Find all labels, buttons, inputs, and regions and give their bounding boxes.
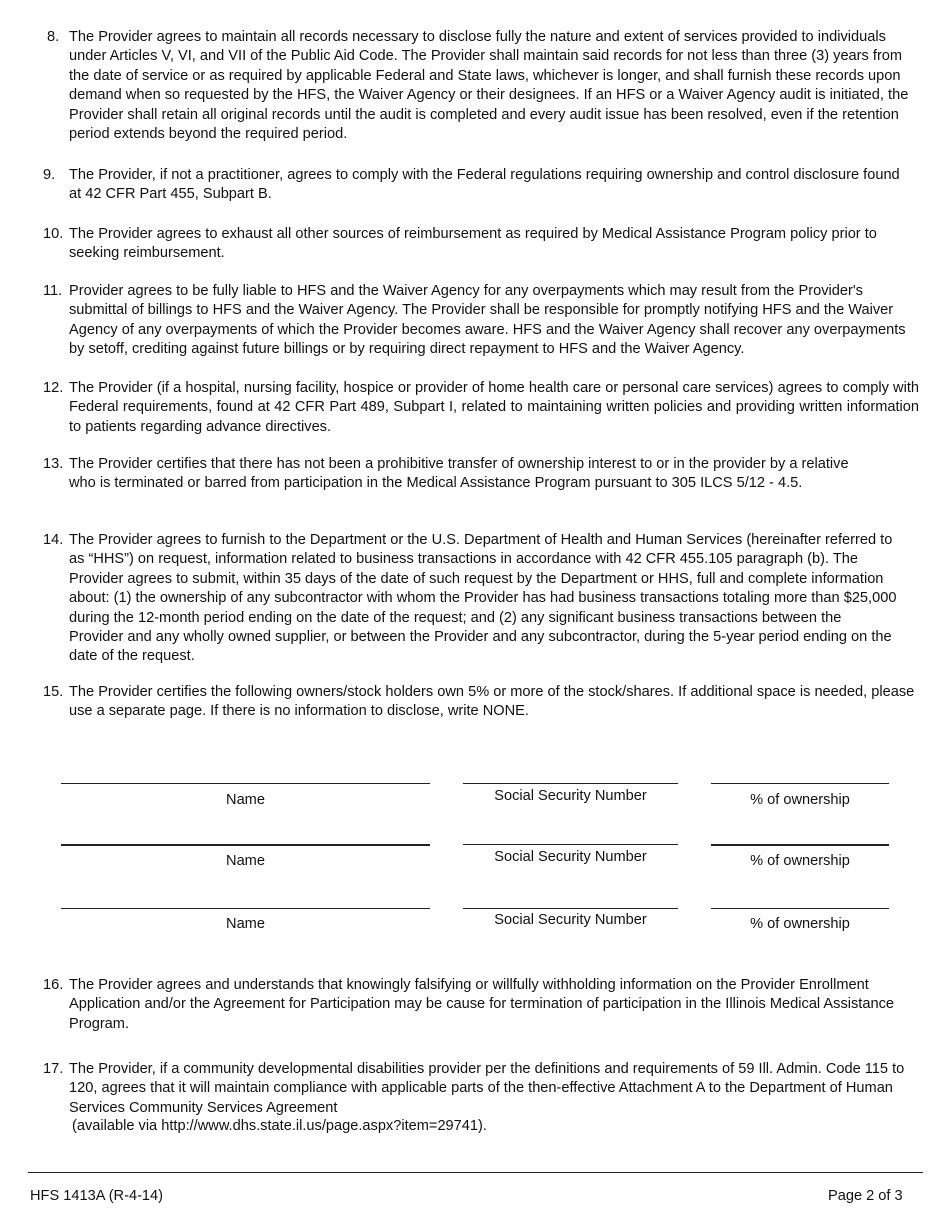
clause-number: 13. — [43, 456, 64, 472]
name-signature-line[interactable] — [61, 908, 430, 909]
clause-number: 12. — [43, 380, 64, 396]
ssn-line[interactable] — [463, 844, 678, 845]
ownership-label: % of ownership — [750, 916, 850, 932]
name-label: Name — [226, 853, 265, 869]
ownership-line[interactable] — [711, 908, 889, 909]
clause-number: 17. — [43, 1061, 64, 1077]
ssn-label: Social Security Number — [494, 849, 647, 865]
clause-text: The Provider agrees and understands that knowingly falsifying or willfully withholding information on the Provider Enrollment Application and/or the Agreement for Participation may be cause for termination of participation in the Illinois Medical Assistance Program. — [69, 977, 894, 1032]
name-signature-line[interactable] — [61, 783, 430, 784]
clause-text: The Provider (if a hospital, nursing facility, hospice or provider of home health care or personal care services) agrees to comply with Federal requirements, found at 42 CFR Part 489, Subpart I, related to maintaining written policies and providing written information to patients regarding advance directives. — [69, 380, 919, 435]
name-signature-line[interactable] — [61, 844, 430, 846]
page-number: Page 2 of 3 — [828, 1188, 903, 1204]
ssn-line[interactable] — [463, 908, 678, 909]
name-label: Name — [226, 916, 265, 932]
clause-number: 11. — [43, 283, 63, 299]
clause-number: 15. — [43, 684, 64, 700]
ownership-label: % of ownership — [750, 853, 850, 869]
clause-number: 14. — [43, 532, 64, 548]
clause-text: The Provider agrees to furnish to the Department or the U.S. Department of Health and Human Services (hereinafter referred to as “HHS”) on request, information related to business transactions in accordance with 42 CFR 455.105 paragraph (b). The Provider agrees to submit, within 35 days of the date of such request by the Department or HHS, full and complete information about: (1) the ownership of any subcontractor with whom the Provider has had business transactions totaling more than $25,000 during the 12-month period ending on the date of the request; and (2) any significant business transactions between the Provider and any wholly owned supplier, or between the Provider and any subcontractor, during the 5-year period ending on the date of the request. — [69, 532, 897, 665]
clause-number: 16. — [43, 977, 64, 993]
clause-text: The Provider, if not a practitioner, agrees to comply with the Federal regulations requiring ownership and control disclosure found at 42 CFR Part 455, Subpart B. — [69, 167, 900, 203]
clause-text: The Provider agrees to maintain all records necessary to disclose fully the nature and extent of services provided to individuals under Articles V, VI, and VII of the Public Aid Code. The Provider shall maintain said records for not less than three (3) years from the date of service or as required by applicable Federal and State laws, whichever is longer, and shall furnish these records upon demand when so requested by the HFS, the Waiver Agency or their designees. If an HFS or a Waiver Agency audit is initiated, the Provider shall retain all original records until the audit is completed and every audit issue has been resolved, even if the retention period extends beyond the required period. — [69, 29, 909, 143]
clause-number: 9. — [43, 167, 56, 183]
ownership-line[interactable] — [711, 783, 889, 784]
clause-text: The Provider certifies the following owners/stock holders own 5% or more of the stock/shares. If additional space is needed, please use a separate page. If there is no information to disclose, write NONE. — [69, 684, 915, 720]
ssn-label: Social Security Number — [494, 912, 647, 928]
clause-text: The Provider agrees to exhaust all other sources of reimbursement as required by Medical Assistance Program policy prior to seeking reimbursement. — [69, 226, 877, 262]
clause-text: Provider agrees to be fully liable to HFS and the Waiver Agency for any overpayments which may result from the Provider's submittal of billings to HFS and the Waiver Agency. The Provider shall be responsible for promptly notifying HFS and the Waiver Agency of any overpayments of which the Provider becomes aware. HFS and the Waiver Agency shall recover any overpayments by setoff, crediting against future billings or by requiring direct repayment to HFS and the Waiver Agency. — [69, 283, 906, 358]
ownership-label: % of ownership — [750, 792, 850, 808]
clause-text-url: (available via http://www.dhs.state.il.us/page.aspx?item=29741). — [72, 1118, 487, 1134]
clause-text: The Provider, if a community developmental disabilities provider per the definitions and requirements of 59 Ill. Admin. Code 115 to 120, agrees that it will maintain compliance with applicable parts of the then-effective Attachment A to the Department of Human Services Community Services Agreement — [69, 1061, 905, 1116]
ssn-line[interactable] — [463, 783, 678, 784]
clause-number: 8. — [47, 29, 60, 45]
ssn-label: Social Security Number — [494, 788, 647, 804]
name-label: Name — [226, 792, 265, 808]
footer-rule — [28, 1172, 923, 1173]
clause-number: 10. — [43, 226, 64, 242]
form-identifier: HFS 1413A (R-4-14) — [30, 1188, 164, 1204]
clause-text: The Provider certifies that there has not been a prohibitive transfer of ownership interest to or in the provider by a relative who is terminated or barred from participation in the Medical Assistance Program pursuant to 305 ILCS 5/12 - 4.5. — [69, 456, 849, 492]
ownership-line[interactable] — [711, 844, 889, 846]
